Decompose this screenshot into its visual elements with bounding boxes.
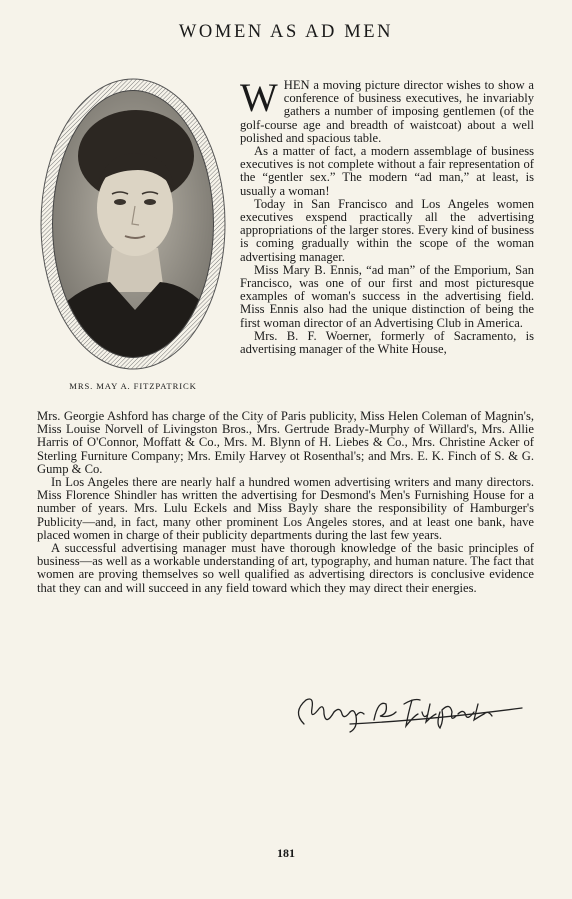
portrait-oval-image [40, 78, 226, 370]
portrait-caption: MRS. MAY A. FITZPATRICK [69, 381, 197, 391]
page-title: WOMEN AS AD MEN [178, 22, 394, 42]
drop-cap: W [240, 75, 278, 120]
article-paragraph: Mrs. B. F. Woerner, formerly of Sacramento, is advertising manager of the White House, [240, 328, 534, 357]
article-paragraph [240, 75, 534, 145]
article-column [240, 75, 534, 357]
article-paragraph: A successful advertising manager must have thorough knowledge of the basic principles of business—as well as a workable understanding of art, typography, and human nature. The fact that women are proving themselves so well qualified as advertising directors is conclusive evidence that they can and will succeed in any field toward which they may direct their energies. [37, 541, 534, 595]
portrait-photo [40, 78, 226, 370]
article-paragraph: Miss Mary B. Ennis, “ad man” of the Emporium, San Francisco, was one of our first and most picturesque examples of woman's success in the advertising field. Miss Ennis also had the unique distinction of being the first woman director of an Advertising Club in America. [240, 262, 534, 330]
article-paragraph: Today in San Francisco and Los Angeles women executives exspend practically all the advertising appropriations of the larger stores. Every kind of business is coming gradually within the scope of the woman advertising manager. [240, 196, 534, 264]
article-full-width [37, 410, 534, 595]
signature [290, 690, 530, 736]
article-paragraph: In Los Angeles there are nearly half a hundred women advertising writers and many directors. Miss Florence Shindler has written the advertising for Desmond's Men's Furnishing House for a number of years. Mrs. Lulu Eckels and Miss Bayly share the responsibility of Hamburger's Publicity—and, in fact, many other prominent Los Angeles stores, and at least one bank, have placed women in charge of their publicity departments during the last few years. [37, 475, 534, 542]
article-paragraph: As a matter of fact, a modern assemblage of business executives is not complete without a fair representation of the “gentler sex.” The modern “ad man,” at least, is usually a woman! [240, 144, 534, 198]
paragraph-text: HEN a moving picture director wishes to show a conference of business executives, he invariably gathers a number of imposing gentlemen (of the golf-course age and breadth of waistcoat) about a well polished and spacious table. [240, 78, 534, 145]
article-paragraph: Mrs. Georgie Ashford has charge of the City of Paris publicity, Miss Helen Coleman of Magnin's, Miss Louise Norvell of Livingston Bros., Mrs. Gertrude Brady-Murphy of Willard's, Mrs. Allie Harris of O'Connor, Moffatt & Co., Mrs. M. Blynn of H. Liebes & Co., Mrs. Christine Acker of Sterling Furniture Company; Mrs. Emily Harvey ot Rosenthal's; and Mrs. E. K. Finch of S. & G. Gump & Co. [37, 409, 534, 476]
signature-image [290, 690, 530, 736]
page-number: 181 [277, 846, 295, 860]
